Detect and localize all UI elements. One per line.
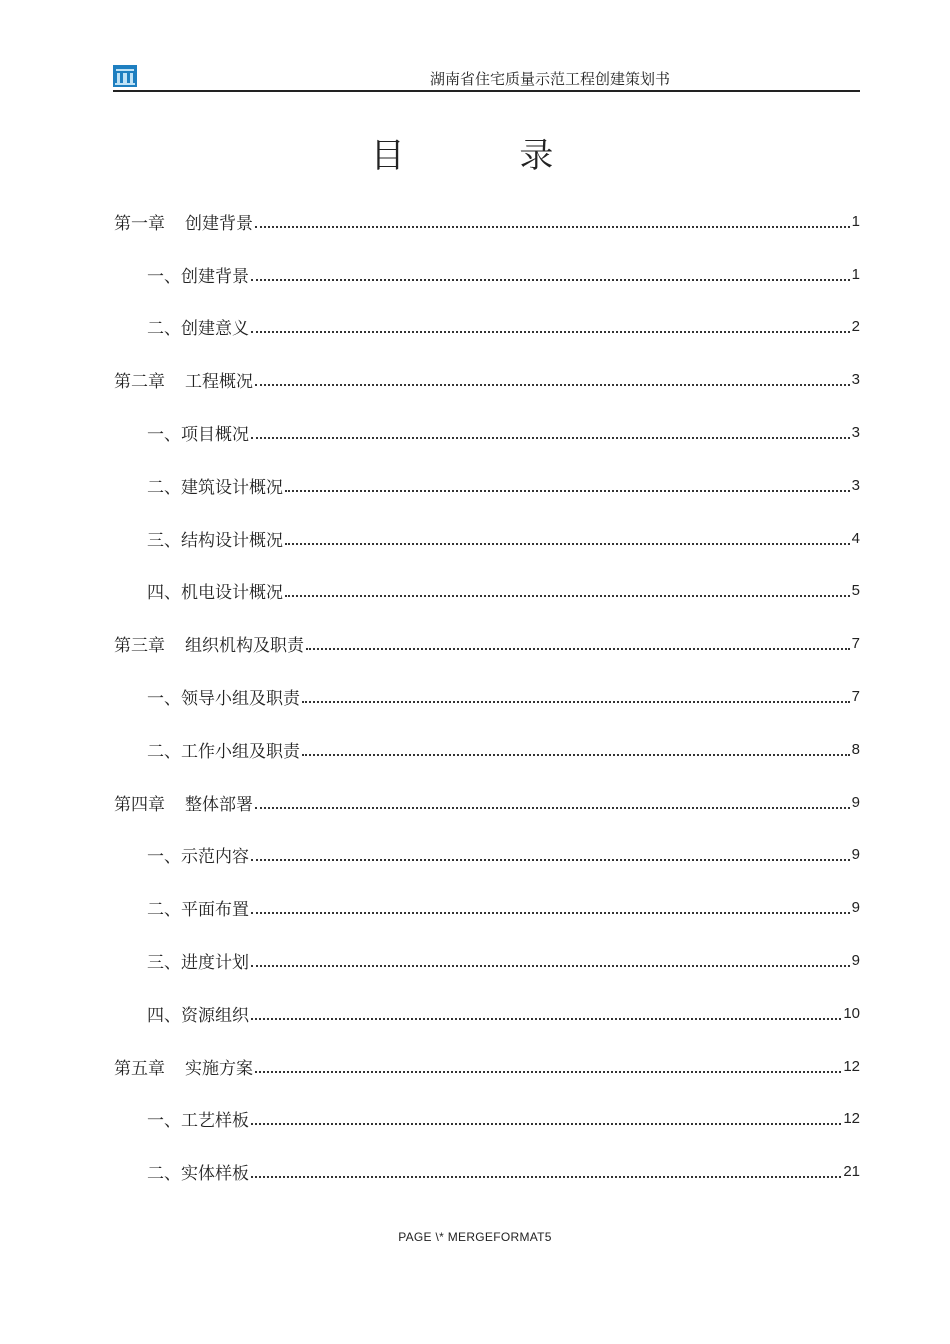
toc-entry-title: 整体部署 xyxy=(185,794,253,815)
toc-dot-leader xyxy=(251,330,850,333)
header-title: 湖南省住宅质量示范工程创建策划书 xyxy=(429,70,670,88)
toc-entry[interactable] xyxy=(114,195,860,248)
toc-dot-leader xyxy=(285,594,850,597)
toc-entry[interactable] xyxy=(114,829,860,882)
toc-entry[interactable] xyxy=(114,248,860,301)
toc-page-number: 9 xyxy=(851,899,860,917)
toc-chapter-label: 第四章 xyxy=(114,794,165,815)
toc-entry-title: 二、工作小组及职责 xyxy=(147,741,300,762)
table-of-contents xyxy=(114,195,860,1198)
toc-entry[interactable] xyxy=(114,723,860,776)
toc-chapter-label: 第一章 xyxy=(114,213,165,234)
toc-entry[interactable] xyxy=(114,1040,860,1093)
toc-entry-title: 工程概况 xyxy=(185,372,253,393)
toc-entry[interactable] xyxy=(114,459,860,512)
toc-entry-title: 实施方案 xyxy=(185,1058,253,1079)
toc-dot-leader xyxy=(251,278,850,281)
toc-entry[interactable] xyxy=(114,1093,860,1146)
toc-dot-leader xyxy=(251,858,850,861)
toc-dot-leader xyxy=(255,383,850,386)
toc-entry[interactable] xyxy=(114,987,860,1040)
toc-page-number: 2 xyxy=(851,318,860,336)
toc-page-number: 3 xyxy=(851,424,860,442)
toc-entry[interactable] xyxy=(114,670,860,723)
toc-dot-leader xyxy=(251,1122,841,1125)
toc-entry[interactable] xyxy=(114,617,860,670)
toc-entry-title: 组织机构及职责 xyxy=(185,636,304,657)
toc-entry-title: 二、建筑设计概况 xyxy=(147,477,283,498)
toc-dot-leader xyxy=(251,436,850,439)
toc-dot-leader xyxy=(285,489,850,492)
toc-entry[interactable] xyxy=(114,406,860,459)
toc-entry-title: 三、结构设计概况 xyxy=(147,530,283,551)
toc-entry[interactable] xyxy=(114,301,860,354)
toc-entry-title: 一、示范内容 xyxy=(147,847,249,868)
toc-entry-title: 四、资源组织 xyxy=(147,1005,249,1026)
toc-page-number: 7 xyxy=(851,635,860,653)
toc-entry-title: 一、工艺样板 xyxy=(147,1111,249,1132)
toc-entry[interactable] xyxy=(114,934,860,987)
toc-page-number: 3 xyxy=(851,371,860,389)
toc-dot-leader xyxy=(255,1070,841,1073)
toc-entry[interactable] xyxy=(114,881,860,934)
toc-heading: 目 录 xyxy=(370,136,606,176)
toc-dot-leader xyxy=(302,753,850,756)
toc-entry-title: 二、创建意义 xyxy=(147,319,249,340)
toc-page-number: 21 xyxy=(843,1163,860,1181)
toc-entry-title: 二、平面布置 xyxy=(147,900,249,921)
toc-entry[interactable] xyxy=(114,1145,860,1198)
toc-entry-title: 一、项目概况 xyxy=(147,425,249,446)
toc-page-number: 12 xyxy=(843,1057,860,1075)
toc-chapter-label: 第五章 xyxy=(114,1058,165,1079)
toc-page-number: 4 xyxy=(851,529,860,547)
toc-entry-title: 三、进度计划 xyxy=(147,953,249,974)
toc-entry-title: 一、领导小组及职责 xyxy=(147,689,300,710)
toc-chapter-label: 第三章 xyxy=(114,636,165,657)
toc-page-number: 10 xyxy=(843,1004,860,1022)
toc-page-number: 7 xyxy=(851,688,860,706)
toc-dot-leader xyxy=(251,1175,841,1178)
toc-dot-leader xyxy=(251,911,850,914)
toc-page-number: 12 xyxy=(843,1110,860,1128)
toc-entry[interactable] xyxy=(114,353,860,406)
company-logo-icon xyxy=(113,65,137,87)
toc-page-number: 9 xyxy=(851,952,860,970)
toc-dot-leader xyxy=(251,1017,841,1020)
toc-dot-leader xyxy=(285,542,850,545)
toc-entry-title: 一、创建背景 xyxy=(147,266,249,287)
toc-entry-title: 二、实体样板 xyxy=(147,1164,249,1185)
page-header xyxy=(113,64,860,92)
toc-entry-title: 四、机电设计概况 xyxy=(147,583,283,604)
toc-dot-leader xyxy=(255,806,850,809)
toc-chapter-label: 第二章 xyxy=(114,372,165,393)
toc-entry-title: 创建背景 xyxy=(185,213,253,234)
toc-page-number: 9 xyxy=(851,793,860,811)
toc-page-number: 8 xyxy=(851,740,860,758)
toc-dot-leader xyxy=(255,225,850,228)
toc-entry[interactable] xyxy=(114,512,860,565)
toc-dot-leader xyxy=(302,700,850,703)
toc-entry[interactable] xyxy=(114,565,860,618)
toc-page-number: 9 xyxy=(851,846,860,864)
toc-entry[interactable] xyxy=(114,776,860,829)
toc-dot-leader xyxy=(306,647,850,650)
toc-page-number: 5 xyxy=(851,582,860,600)
page-footer: PAGE \* MERGEFORMAT5 xyxy=(398,1230,552,1244)
toc-page-number: 1 xyxy=(851,265,860,283)
toc-dot-leader xyxy=(251,964,850,967)
toc-page-number: 3 xyxy=(851,476,860,494)
toc-page-number: 1 xyxy=(851,212,860,230)
